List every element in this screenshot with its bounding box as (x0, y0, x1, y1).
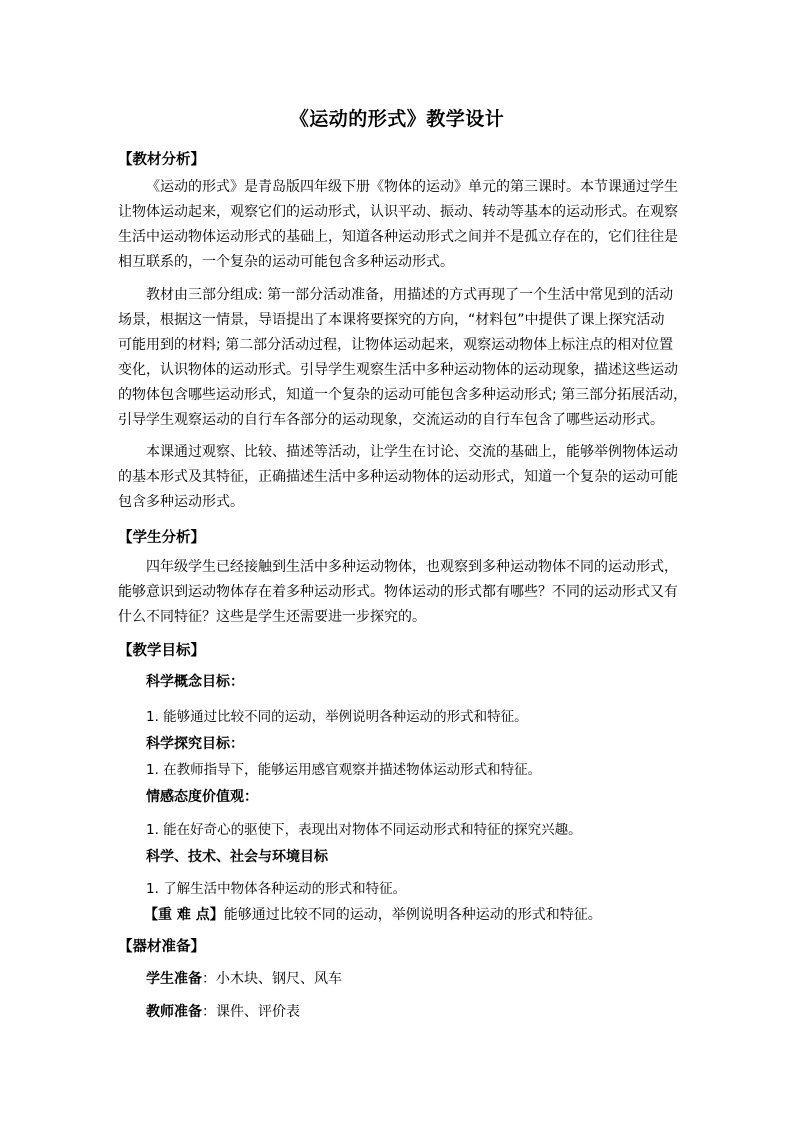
key-difficulty-label: 【重 难 点】 (144, 907, 224, 923)
text-line: 教材由三部分组成: 第一部分活动准备，用描述的方式再现了一个生活中常见到的活动 (146, 287, 674, 303)
teacher-materials-label: 教师准备 (146, 1004, 202, 1020)
text-line: 场景，根据这一情景，导语提出了本课将要探究的方向，“材料包”中提供了课上探究活动 (118, 312, 665, 328)
text-line: 相互联系的，一个复杂的运动可能包含多种运动形式。 (118, 254, 454, 270)
subheading-concept-goals: 科学概念目标： (146, 674, 244, 690)
subheading-inquiry-goals: 科学探究目标： (146, 736, 244, 752)
text-line: 让物体运动起来，观察它们的运动形式，认识平动、振动、转动等基本的运动形式。在观察 (118, 204, 678, 220)
text-line: 的物体包含哪些运动形式，知道一个复杂的运动可能包含多种运动形式; 第三部分拓展活动， (118, 387, 688, 403)
text-line: 四年级学生已经接触到生活中多种运动物体，也观察到多种运动物体不同的运动形式， (146, 559, 678, 575)
student-materials-line (146, 968, 342, 988)
sts-goal-item: 1. 了解生活中物体各种运动的形式和特征。 (146, 881, 407, 897)
teacher-materials-line (146, 1001, 300, 1021)
student-materials-label: 学生准备 (146, 971, 202, 987)
heading-materials: 【器材准备】 (118, 939, 205, 955)
student-materials-text: ：小木块、钢尺、风车 (202, 971, 342, 987)
subheading-attitude-goals: 情感态度价值观： (146, 789, 258, 805)
text-line: 变化，认识物体的运动形式。引导学生观察生活中多种运动物体的运动现象，描述这些运动 (118, 362, 678, 378)
text-line: 的基本形式及其特征，正确描述生活中多种运动物体的运动形式，知道一个复杂的运动可能 (118, 469, 678, 485)
inquiry-goal-item: 1. 在教师指导下，能够运用感官观察并描述物体运动形式和特征。 (146, 762, 542, 778)
heading-teaching-goals: 【教学目标】 (118, 643, 205, 659)
concept-goal-item: 1. 能够通过比较不同的运动，举例说明各种运动的形式和特征。 (146, 709, 528, 725)
material-analysis-paragraph-3 (118, 440, 678, 515)
material-analysis-paragraph-1 (118, 175, 678, 275)
text-line: 本课通过观察、比较、描述等活动，让学生在讨论、交流的基础上，能够举例物体运动 (146, 444, 678, 460)
text-line: 包含多种运动形式。 (118, 494, 244, 510)
teacher-materials-text: ：课件、评价表 (202, 1004, 300, 1020)
student-analysis-paragraph (118, 555, 678, 630)
text-line: 生活中运动物体运动形式的基础上，知道各种运动形式之间并不是孤立存在的，它们往往是 (118, 229, 678, 245)
key-difficulty-text: 能够通过比较不同的运动，举例说明各种运动的形式和特征。 (223, 907, 602, 923)
document-title: 《运动的形式》教学设计 (289, 108, 505, 130)
text-line: 引导学生观察运动的自行车各部分的运动现象，交流运动的自行车包含了哪些运动形式。 (118, 412, 664, 428)
text-line: 可能用到的材料; 第二部分活动过程，让物体运动起来，观察运动物体上标注点的相对位置 (118, 337, 674, 353)
attitude-goal-item: 1. 能在好奇心的驱使下，表现出对物体不同运动形式和特征的探究兴趣。 (146, 822, 582, 838)
heading-material-analysis: 【教材分析】 (118, 152, 205, 168)
key-difficulty-line (144, 904, 602, 924)
subheading-sts-goals: 科学、技术、社会与环境目标 (146, 849, 328, 865)
material-analysis-paragraph-2 (118, 283, 688, 433)
text-line: 能够意识到运动物体存在着多种运动形式。物体运动的形式都有哪些？不同的运动形式又有 (118, 584, 678, 600)
text-line: 什么不同特征？这些是学生还需要进一步探究的。 (118, 609, 426, 625)
heading-student-analysis: 【学生分析】 (118, 530, 205, 546)
text-line: 《运动的形式》是青岛版四年级下册《物体的运动》单元的第三课时。本节课通过学生 (146, 179, 678, 195)
